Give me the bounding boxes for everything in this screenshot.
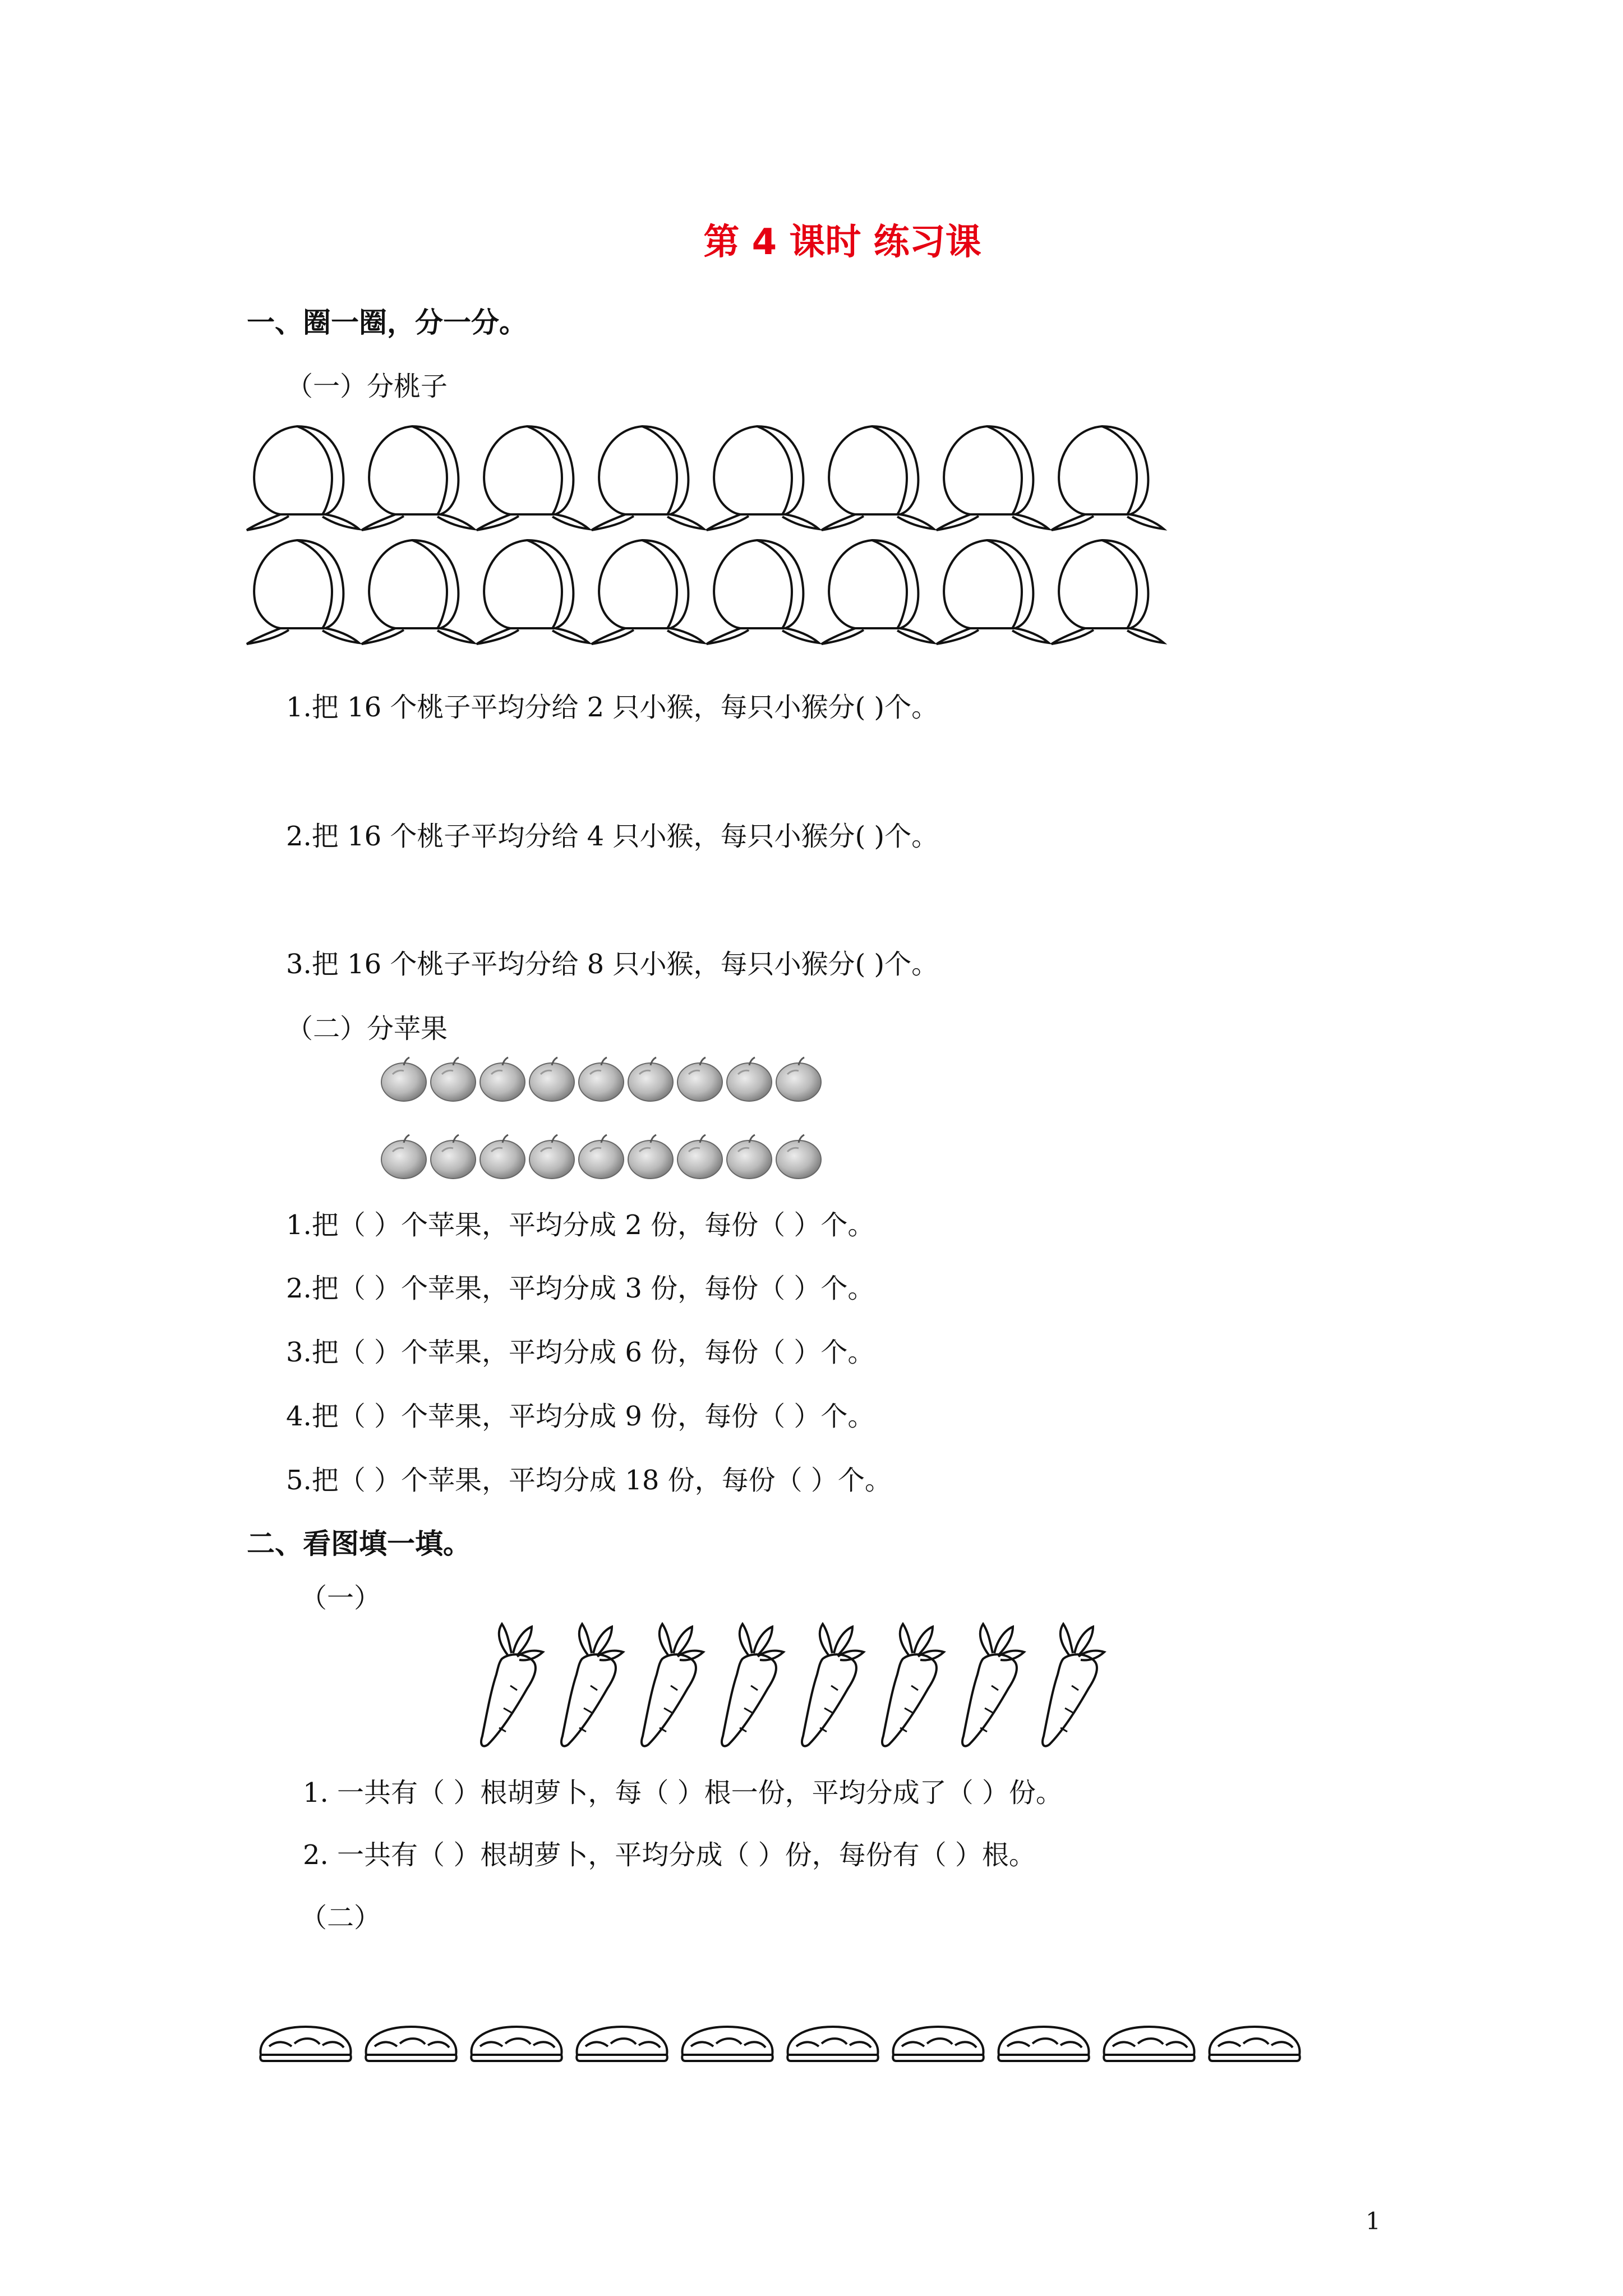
apple-icon[interactable] [727,1135,772,1179]
apple-icon[interactable] [579,1057,624,1101]
bread-icon[interactable] [260,2027,351,2061]
carrot-question-1: 1. 一共有（ ）根胡萝卜，每（ ）根一份，平均分成了（ ）份。 [303,1777,1063,1809]
bread-icon[interactable] [893,2027,984,2061]
carrot-icon[interactable] [481,1624,543,1746]
bread-icon[interactable] [1209,2027,1300,2061]
apple-icon[interactable] [431,1135,476,1179]
apple-icon[interactable] [677,1135,722,1179]
peach-icon[interactable] [247,540,359,644]
peach-icon[interactable] [1052,540,1164,644]
apple-icon[interactable] [776,1135,821,1179]
carrot-icon[interactable] [642,1624,703,1746]
carrot-icon[interactable] [561,1624,623,1746]
bread-icon[interactable] [998,2027,1089,2061]
peach-question-3: 3.把 16 个桃子平均分给 8 只小猴，每只小猴分( )个。 [286,949,939,980]
peach-question-1: 1.把 16 个桃子平均分给 2 只小猴，每只小猴分( )个。 [286,692,939,723]
section-2-part-2-label: （二） [300,1902,381,1934]
carrot-row [481,1624,1104,1746]
carrot-icon[interactable] [962,1624,1024,1746]
part-1-label: （一）分桃子 [286,371,448,402]
peach-icon[interactable] [707,426,819,530]
apple-question-5: 5.把（ ）个苹果，平均分成 18 份，每份（ ）个。 [286,1465,892,1496]
apple-question-2: 2.把（ ）个苹果，平均分成 3 份，每份（ ）个。 [286,1273,875,1304]
apple-icon[interactable] [529,1135,574,1179]
peach-icon[interactable] [592,426,704,530]
bread-icon[interactable] [1104,2027,1195,2061]
carrot-icon[interactable] [882,1624,944,1746]
apple-icon[interactable] [677,1057,722,1101]
apple-icon[interactable] [480,1057,525,1101]
page-title: 第 4 课时 练习课 [703,222,981,263]
carrot-icon[interactable] [722,1624,783,1746]
part-2-label: （二）分苹果 [286,1013,448,1045]
peach-icon[interactable] [707,540,819,644]
apple-icon[interactable] [628,1057,673,1101]
apple-question-4: 4.把（ ）个苹果，平均分成 9 份，每份（ ）个。 [286,1401,875,1432]
peach-rows [247,426,1164,644]
apple-icon[interactable] [529,1057,574,1101]
peach-icon[interactable] [247,426,359,530]
section-2-heading: 二、看图填一填。 [247,1527,471,1560]
peach-icon[interactable] [592,540,704,644]
peach-icon[interactable] [937,426,1049,530]
peach-icon[interactable] [822,426,934,530]
apple-icon[interactable] [579,1135,624,1179]
apple-question-1: 1.把（ ）个苹果，平均分成 2 份，每份（ ）个。 [286,1209,875,1241]
carrot-icon[interactable] [1043,1624,1104,1746]
apple-icon[interactable] [381,1135,426,1179]
bread-icon[interactable] [577,2027,667,2061]
apple-icon[interactable] [628,1135,673,1179]
bread-row [260,2027,1300,2061]
bread-icon[interactable] [366,2027,457,2061]
carrot-question-2: 2. 一共有（ ）根胡萝卜，平均分成（ ）份，每份有（ ）根。 [303,1839,1036,1871]
bread-icon[interactable] [471,2027,562,2061]
peach-icon[interactable] [822,540,934,644]
bread-icon[interactable] [787,2027,878,2061]
apple-icon[interactable] [431,1057,476,1101]
apple-icon[interactable] [776,1057,821,1101]
section-2-part-1-label: （一） [300,1582,381,1614]
peach-icon[interactable] [477,426,589,530]
section-1-heading: 一、圈一圈，分一分。 [247,306,527,339]
carrot-icon[interactable] [802,1624,864,1746]
peach-icon[interactable] [1052,426,1164,530]
peach-icon[interactable] [477,540,589,644]
bread-icon[interactable] [682,2027,773,2061]
apple-icon[interactable] [727,1057,772,1101]
apple-icon[interactable] [480,1135,525,1179]
apple-rows [381,1057,821,1179]
apple-question-3: 3.把（ ）个苹果，平均分成 6 份，每份（ ）个。 [286,1337,875,1368]
peach-icon[interactable] [937,540,1049,644]
peach-question-2: 2.把 16 个桃子平均分给 4 只小猴，每只小猴分( )个。 [286,821,939,852]
apple-icon[interactable] [381,1057,426,1101]
peach-icon[interactable] [362,426,474,530]
peach-icon[interactable] [362,540,474,644]
page-number: 1 [1366,2207,1381,2235]
